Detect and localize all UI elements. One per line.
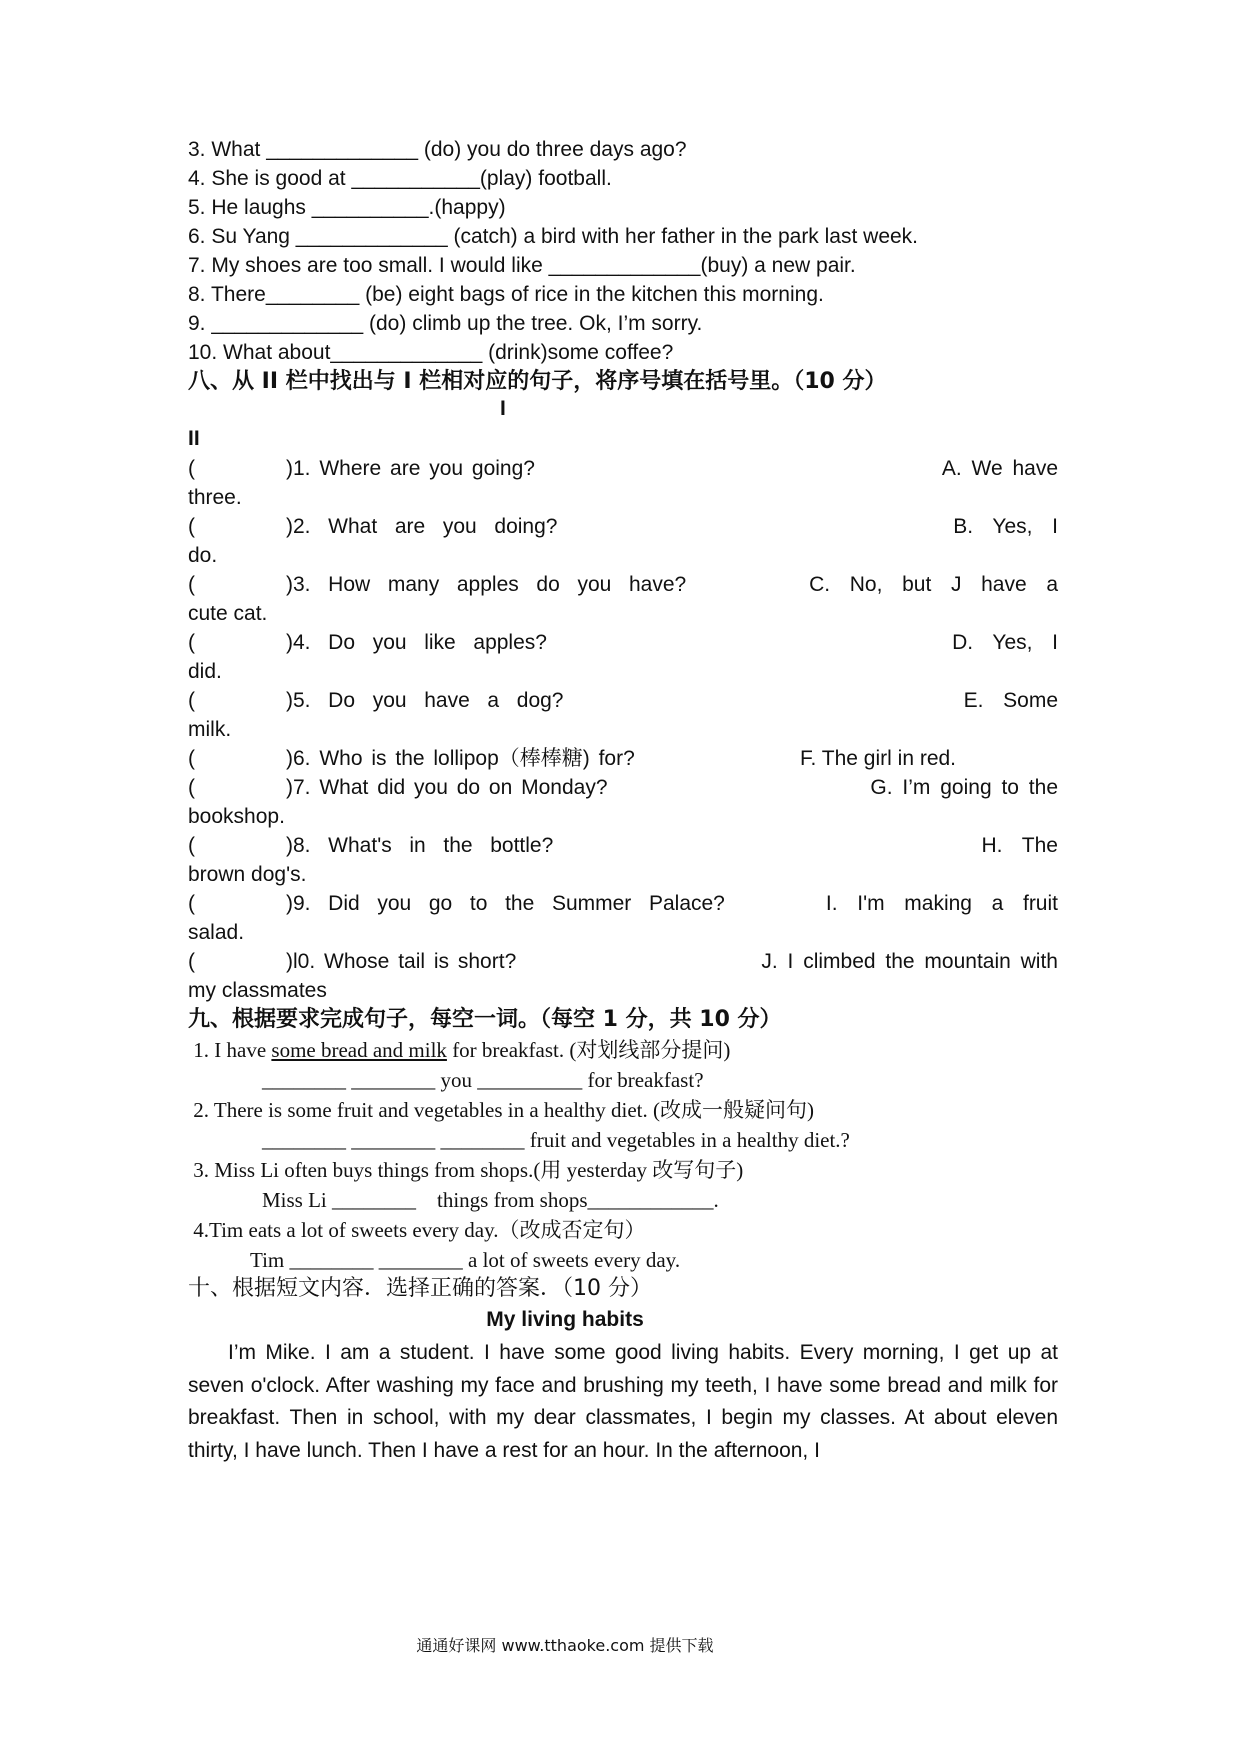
answer-paren: ( (188, 457, 195, 480)
match-answer-b: B. Yes, I (953, 515, 1058, 538)
match-answer-g-wrap: bookshop. (188, 805, 285, 828)
match-answer-d-wrap: did. (188, 660, 222, 683)
match-question-7: )7. What did you do on Monday? (286, 776, 608, 799)
answer-paren: ( (188, 515, 195, 538)
match-answer-e-wrap: milk. (188, 718, 232, 741)
match-answer-f: F. The girl in red. (800, 747, 957, 770)
answer-paren: ( (188, 950, 195, 973)
match-question-8: )8. What's in the bottle? (286, 834, 554, 857)
match-answer-a: A. We have (941, 457, 1058, 480)
fill-blank-5: 5. He laughs __________.(happy) (188, 196, 506, 219)
fill-blank-7: 7. My shoes are too small. I would like _____________(buy) a new pair. (188, 254, 856, 277)
fill-blank-10: 10. What about_____________ (drink)some coffee? (188, 341, 674, 364)
match-question-5: )5. Do you have a dog? (286, 689, 564, 712)
match-question-1: )1. Where are you going? (286, 457, 535, 480)
match-answer-h: H. The (981, 834, 1058, 857)
match-answer-h-wrap: brown dog's. (188, 863, 307, 886)
rewrite-answer-4: Tim ________ ________ a lot of sweets every day. (250, 1248, 681, 1272)
match-answer-j-wrap: my classmates (188, 979, 327, 1002)
reading-passage-text: I’m Mike. I am a student. I have some good living habits. Every morning, I get up at seven o'clock. After washing my face and brushing my teeth, I have some bread and milk for breakfast. Then in school, with my dear classmates, I begin my classes. At about eleven thirty, I have lunch. Then I have a rest for an hour. In the afternoon, I (188, 1341, 1058, 1462)
rewrite-answer-3: Miss Li ________ things from shops____________. (262, 1188, 719, 1212)
section-9-title: 九、根据要求完成句子，每空一词。（每空 1 分，共 10 分） (188, 1007, 782, 1032)
match-answer-j: J. I climbed the mountain with (761, 950, 1058, 973)
match-answer-c: C. No, but J have a (809, 573, 1058, 596)
match-answer-i: I. I'm making a fruit (825, 892, 1058, 915)
match-answer-g: G. I’m going to the (870, 776, 1058, 799)
story-title: My living habits (486, 1308, 644, 1331)
answer-paren: ( (188, 834, 195, 857)
answer-paren: ( (188, 776, 195, 799)
answer-paren: ( (188, 747, 195, 770)
rewrite-question-2: 2. There is some fruit and vegetables in a healthy diet. (改成一般疑问句) (188, 1098, 814, 1122)
reading-passage (188, 1337, 1058, 1467)
column-ii-label: II (188, 427, 200, 450)
match-answer-c-wrap: cute cat. (188, 602, 268, 625)
answer-paren: ( (188, 631, 195, 654)
answer-paren: ( (188, 689, 195, 712)
match-question-3: )3. How many apples do you have? (286, 573, 687, 596)
fill-blank-8: 8. There________ (be) eight bags of rice in the kitchen this morning. (188, 283, 824, 306)
fill-blank-6: 6. Su Yang _____________ (catch) a bird with her father in the park last week. (188, 225, 919, 248)
match-question-6: )6. Who is the lollipop（棒棒糖) for? (286, 747, 635, 770)
match-answer-i-wrap: salad. (188, 921, 245, 944)
q1-text-before: 1. I have (188, 1038, 272, 1062)
answer-paren: ( (188, 573, 195, 596)
match-answer-e: E. Some (963, 689, 1058, 712)
match-question-9: )9. Did you go to the Summer Palace? (286, 892, 725, 915)
match-answer-b-wrap: do. (188, 544, 218, 567)
match-answer-a-wrap: three. (188, 486, 242, 509)
rewrite-question-1 (188, 1035, 730, 1065)
match-question-4: )4. Do you like apples? (286, 631, 547, 654)
page-footer: 通通好课网 www.tthaoke.com 提供下载 (416, 1636, 714, 1655)
fill-blank-3: 3. What _____________ (do) you do three days ago? (188, 138, 687, 161)
q1-text-after: for breakfast. (对划线部分提问) (446, 1038, 731, 1062)
rewrite-question-4: 4.Tim eats a lot of sweets every day.（改成否定句） (188, 1218, 646, 1242)
column-i-label: I (500, 397, 506, 420)
match-question-10: )l0. Whose tail is short? (286, 950, 517, 973)
rewrite-answer-1: ________ ________ you __________ for breakfast? (262, 1068, 704, 1092)
section-10-title: 十、根据短文内容．选择正确的答案．（10 分） (188, 1276, 652, 1301)
match-answer-d: D. Yes, I (952, 631, 1058, 654)
answer-paren: ( (188, 892, 195, 915)
section-8-title: 八、从 II 栏中找出与 I 栏相对应的句子，将序号填在括号里。（10 分） (188, 369, 887, 394)
fill-blank-9: 9. _____________ (do) climb up the tree. Ok, I’m sorry. (188, 312, 703, 335)
fill-blank-4: 4. She is good at ___________(play) football. (188, 167, 612, 190)
q1-underlined-text: some bread and milk (271, 1038, 447, 1062)
rewrite-question-3: 3. Miss Li often buys things from shops.(用 yesterday 改写句子) (188, 1158, 744, 1182)
match-question-2: )2. What are you doing? (286, 515, 558, 538)
rewrite-answer-2: ________ ________ ________ fruit and vegetables in a healthy diet.? (262, 1128, 850, 1152)
